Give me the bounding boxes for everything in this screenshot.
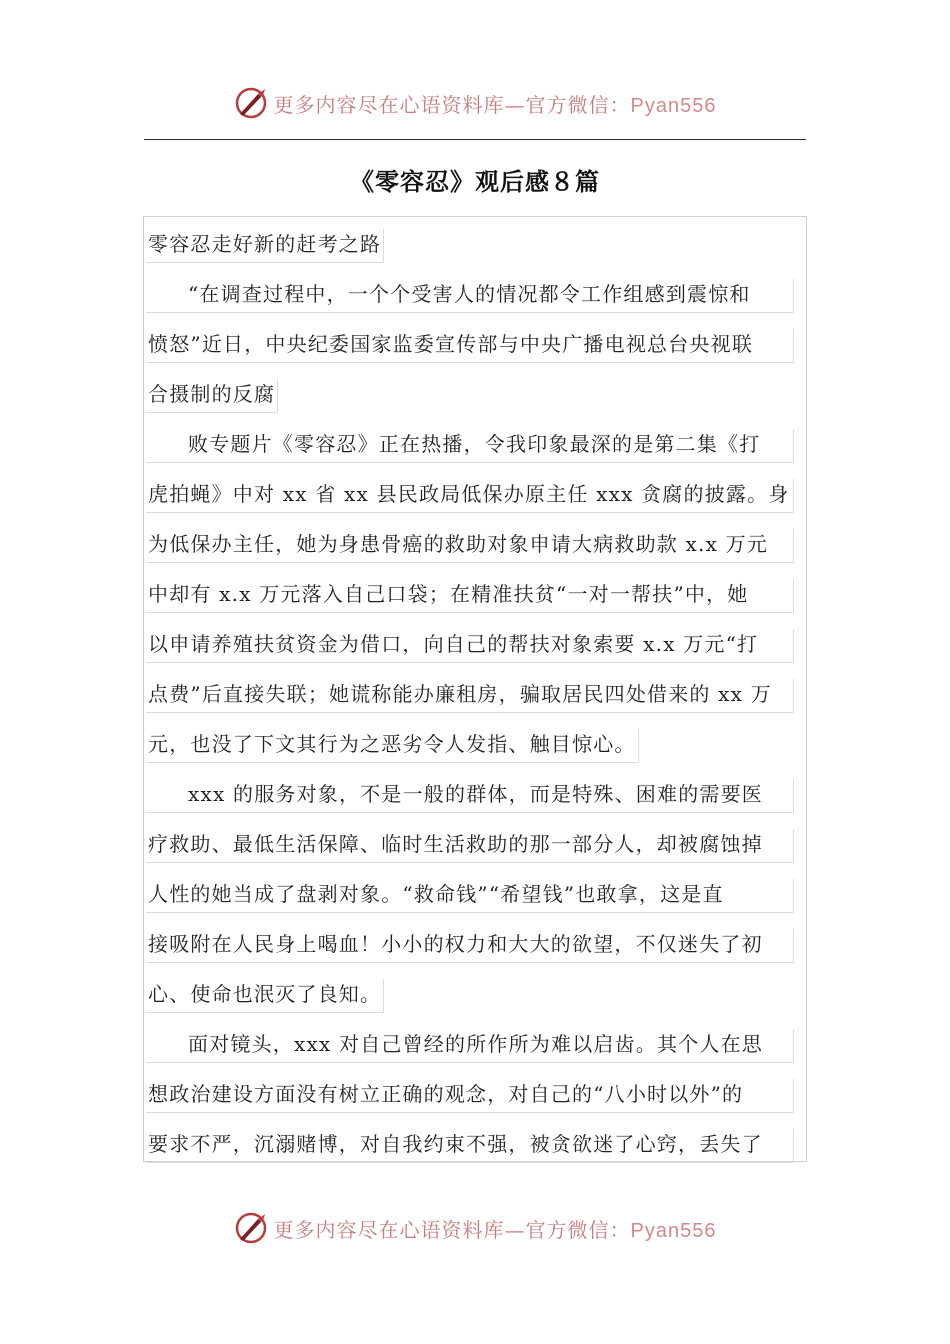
text-line: 疗救助、最低生活保障、临时生活救助的那一部分人，却被腐蚀掉 [146,829,806,879]
text-line: 接吸附在人民身上喝血！小小的权力和大大的欲望，不仅迷失了初 [146,929,806,979]
text-line: 面对镜头，xxx 对自己曾经的所作所为难以启齿。其个人在思 [146,1029,806,1079]
text-line: 心、使命也泯灭了良知。 [146,979,806,1029]
text-line: xxx 的服务对象，不是一般的群体，而是特殊、困难的需要医 [146,779,806,829]
text-line: 想政治建设方面没有树立正确的观念，对自己的“八小时以外”的 [146,1079,806,1129]
text-line: “在调查过程中，一个个受害人的情况都令工作组感到震惊和 [146,279,806,329]
quill-logo-icon [234,1211,268,1245]
text-line: 人性的她当成了盘剥对象。“救命钱”“希望钱”也敢拿，这是直 [146,879,806,929]
text-line: 以申请养殖扶贫资金为借口，向自己的帮扶对象索要 x.x 万元“打 [146,629,806,679]
text-line: 点费”后直接失联；她谎称能办廉租房，骗取居民四处借来的 xx 万 [146,679,806,729]
header-rule [144,139,806,140]
document-body [146,229,806,1179]
text-line: 零容忍走好新的赶考之路 [146,229,806,279]
text-line: 要求不严，沉溺赌博，对自我约束不强，被贪欲迷了心窍，丢失了 [146,1129,806,1179]
text-line: 愤怒”近日，中央纪委国家监委宣传部与中央广播电视总台央视联 [146,329,806,379]
header-text: 更多内容尽在心语资料库—官方微信：Pyan556 [273,92,717,117]
page-header [0,83,950,123]
footer-brand [234,1211,717,1245]
footer-text: 更多内容尽在心语资料库—官方微信：Pyan556 [273,1217,717,1242]
text-line: 虎拍蝇》中对 xx 省 xx 县民政局低保办原主任 xxx 贪腐的披露。身 [146,479,806,529]
text-line: 中却有 x.x 万元落入自己口袋；在精准扶贫“一对一帮扶”中，她 [146,579,806,629]
header-handle: Pyan556 [630,94,717,117]
text-line: 合摄制的反腐 [146,379,806,429]
quill-logo-icon [234,86,268,120]
page-footer [0,1208,950,1248]
text-line: 元，也没了下文其行为之恶劣令人发指、触目惊心。 [146,729,806,779]
text-line: 败专题片《零容忍》正在热播，令我印象最深的是第二集《打 [146,429,806,479]
header-brand [234,86,717,120]
footer-handle: Pyan556 [630,1219,717,1242]
document-title: 《零容忍》观后感８篇 [350,167,600,196]
text-line: 为低保办主任，她为身患骨癌的救助对象申请大病救助款 x.x 万元 [146,529,806,579]
